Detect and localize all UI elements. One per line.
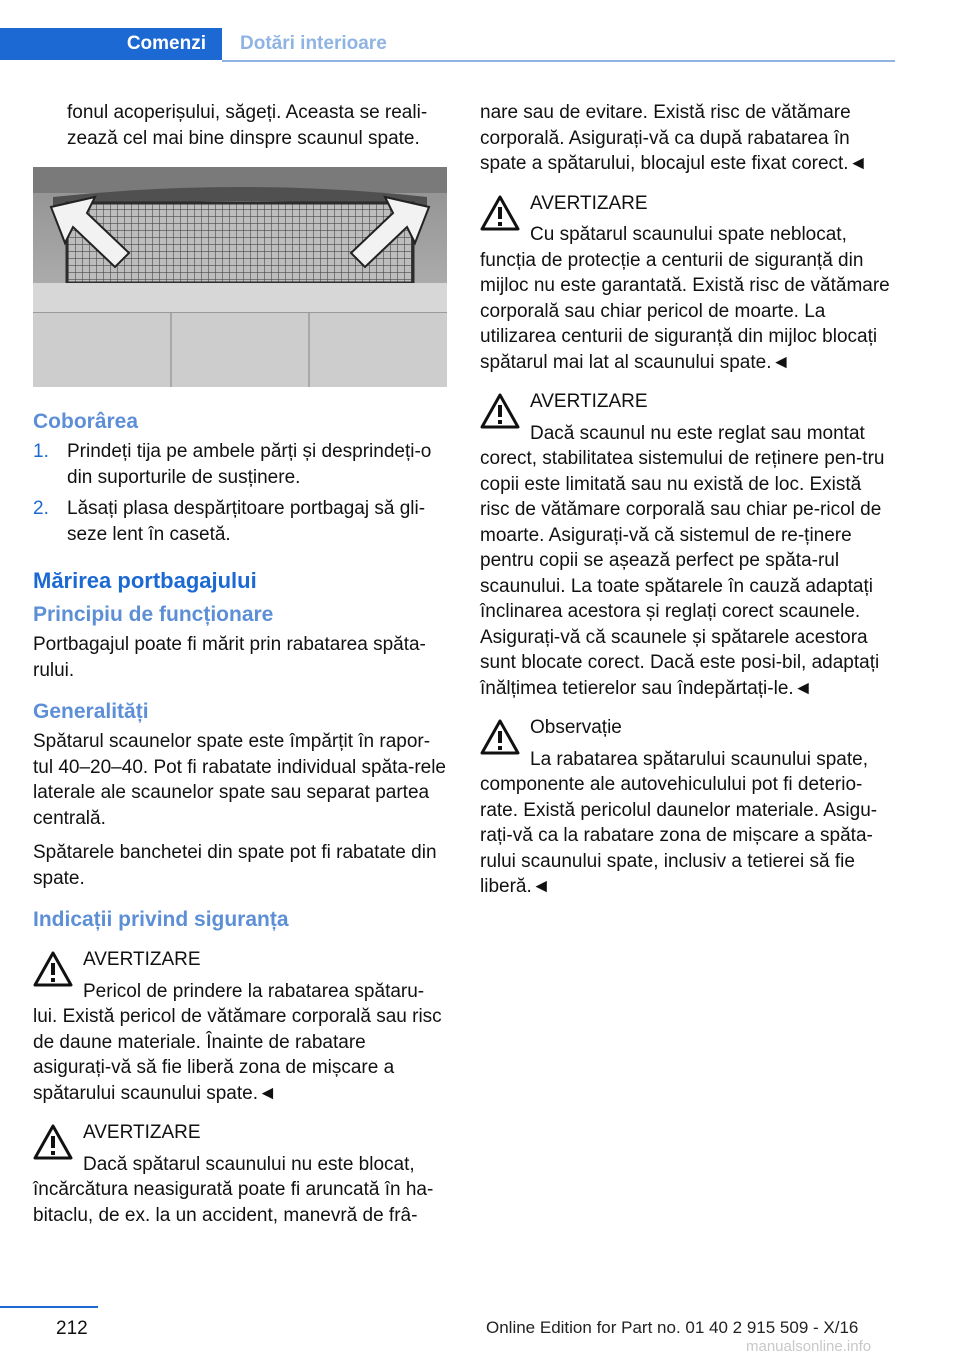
notice-block (480, 715, 896, 900)
warning-text: funcția de protecție a centurii de siguranță din mijloc nu este garantată. Există risc de vătămare corporală sau chiar pericol de moarte. La utilizarea centurii de siguranță din mijloc blocați spătarul mai lat al scaunului spate.◄ (480, 249, 890, 373)
warning-block (480, 389, 896, 701)
warning-triangle-icon (480, 719, 520, 755)
tab-comenzi[interactable]: Comenzi (0, 28, 222, 60)
heading-principiu: Principiu de funcționare (33, 603, 274, 626)
warning-first-line: Pericol de prindere la rabatarea spătaru‐ (83, 980, 425, 1002)
notice-first-line: La rabatarea spătarului scaunului spate, (530, 748, 869, 770)
warning-title: AVERTIZARE (83, 1122, 201, 1143)
header-tabs (0, 28, 895, 62)
warning-text: corect, stabilitatea sistemului de reținere pen‐tru copii este limitată sau nu există de loc. Există risc de vătămare corporală sau chiar pe‐ricol de moarte. Asigurați-vă că sistemul de re‐ținere pentru copii se așează perfect pe spăta‐rul scaunului. La toate spătarele în cauză adaptați înclinarea acestora și reglați corect scaunele. Asigurați-vă că scaunele și spătarele acestora sunt blocate corect. Dacă este posi‐bil, adaptați înălțimea tetierelor sau îndepărtați-le.◄ (480, 448, 885, 699)
warning-block (33, 1120, 447, 1228)
warning-title: AVERTIZARE (530, 192, 648, 214)
notice-title: Observație (530, 717, 622, 738)
warning-triangle-icon (480, 393, 520, 429)
warning-block (480, 191, 896, 376)
list-item (33, 496, 447, 547)
warning-first-line: Dacă spătarul scaunului nu este blocat, (83, 1153, 415, 1175)
left-column (33, 100, 447, 1240)
tab-underline (222, 60, 895, 62)
step-text: Prindeți tija pe ambele părți și desprindeți-o din suporturile de susținere. (67, 441, 432, 488)
continued-text: nare sau de evitare. Există risc de vătămare corporală. Asigurați-vă ca după rabatarea în spate a spătarului, blocajul este fixat corect.◄ (480, 102, 868, 174)
footer-rule (0, 1306, 98, 1308)
warning-first-line: Dacă scaunul nu este reglat sau montat (530, 422, 865, 444)
edition-text: Online Edition for Part no. 01 40 2 915 509 - X/16 (486, 1318, 859, 1337)
warning-title: AVERTIZARE (530, 391, 648, 412)
tab-dotari-interioare[interactable]: Dotări interioare (240, 33, 387, 54)
step-text: Lăsați plasa despărțitoare portbagaj să gli‐seze lent în casetă. (67, 498, 426, 545)
right-column (480, 100, 896, 912)
heading-marirea-portbagajului: Mărirea portbagajului (33, 568, 257, 593)
warning-triangle-icon (480, 195, 520, 231)
generalitati-text-1: Spătarul scaunelor spate este împărțit în rapor‐tul 40–20–40. Pot fi rabatate individual spăta‐rele laterale ale scaunelor spate sau separat partea centrală. (33, 731, 446, 829)
notice-text: componente ale autovehiculului pot fi deterio‐rate. Există pericolul daunelor materiale. Asigu‐rați-vă ca la rabatare zona de mișcare a spăta‐rului scaunului spate, inclusiv a tetierei să fie liberă.◄ (480, 774, 878, 897)
list-item (33, 439, 447, 490)
step-number: 2. (33, 498, 49, 519)
warning-text: lui. Există pericol de vătămare corporală sau risc de daune materiale. Înainte de rabatare asigurați-vă să fie liberă zona de mișcare a spătarului scaunului spate.◄ (33, 1006, 442, 1104)
warning-block (33, 947, 447, 1106)
watermark: manualsonline.info (746, 1338, 872, 1355)
heading-indicatii-siguranta: Indicații privind siguranța (33, 908, 289, 931)
step-number: 1. (33, 441, 49, 462)
warning-triangle-icon (33, 951, 73, 987)
intro-text: fonul acoperișului, săgeți. Aceasta se reali‐zează cel mai bine dinspre scaunul spate. (67, 102, 428, 149)
warning-triangle-icon (33, 1124, 73, 1160)
warning-title: AVERTIZARE (83, 949, 201, 970)
page-number: 212 (56, 1318, 88, 1339)
heading-generalitati: Generalități (33, 700, 149, 723)
generalitati-text-2: Spătarele banchetei din spate pot fi rabatate din spate. (33, 842, 437, 889)
principiu-text: Portbagajul poate fi mărit prin rabatarea spăta‐rului. (33, 634, 426, 681)
warning-text: încărcătura neasigurată poate fi aruncată în ha‐bitaclu, de ex. la un accident, manevră de frâ‐ (33, 1179, 434, 1226)
cargo-net-photo (33, 167, 447, 387)
heading-coborare: Coborârea (33, 410, 139, 433)
warning-first-line: Cu spătarul scaunului spate neblocat, (530, 224, 847, 245)
